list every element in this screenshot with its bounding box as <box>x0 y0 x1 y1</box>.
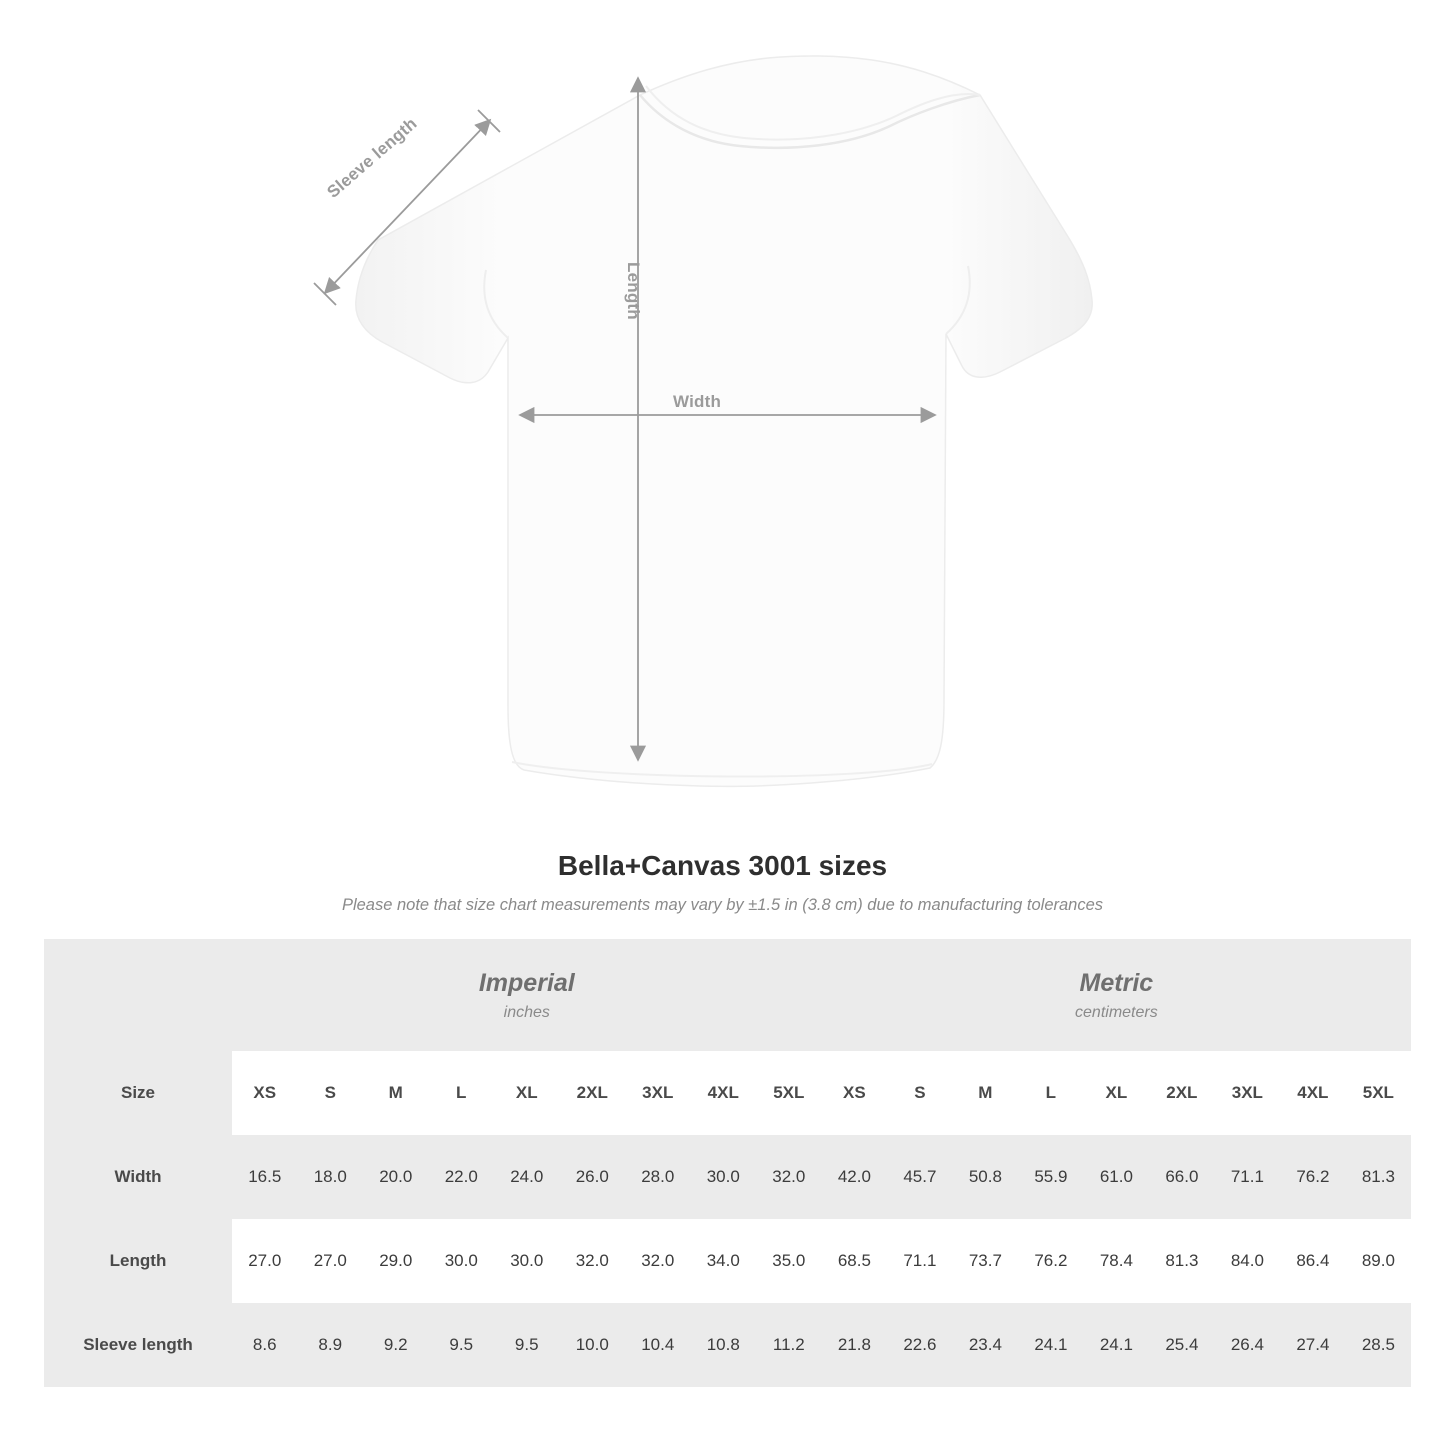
size-table-wrapper <box>44 939 1401 1387</box>
measurement-value: 32.0 <box>756 1135 822 1219</box>
table-row <box>44 1135 1411 1219</box>
measurement-value: 35.0 <box>756 1219 822 1303</box>
size-header-cell: L <box>1018 1051 1084 1135</box>
measurement-value: 45.7 <box>887 1135 953 1219</box>
measurement-value: 81.3 <box>1149 1219 1215 1303</box>
size-column-header: Size <box>44 1051 232 1135</box>
measurement-value: 10.4 <box>625 1303 691 1387</box>
measurement-value: 27.4 <box>1280 1303 1346 1387</box>
size-header-cell: M <box>363 1051 429 1135</box>
size-header-cell: M <box>953 1051 1019 1135</box>
measurement-value: 18.0 <box>298 1135 364 1219</box>
sleeve-length-label: Sleeve length <box>323 113 421 202</box>
heading-block <box>0 850 1445 915</box>
size-table-body <box>44 1135 1411 1387</box>
measurement-value: 24.1 <box>1018 1303 1084 1387</box>
measurement-value: 9.2 <box>363 1303 429 1387</box>
measurement-value: 9.5 <box>429 1303 495 1387</box>
measurement-value: 27.0 <box>298 1219 364 1303</box>
measurement-value: 26.0 <box>560 1135 626 1219</box>
size-header-cell: XS <box>232 1051 298 1135</box>
measurement-value: 8.9 <box>298 1303 364 1387</box>
size-header-cell: 5XL <box>756 1051 822 1135</box>
measurement-value: 26.4 <box>1215 1303 1281 1387</box>
size-header-cell: 2XL <box>1149 1051 1215 1135</box>
measurement-value: 11.2 <box>756 1303 822 1387</box>
measurement-value: 30.0 <box>494 1219 560 1303</box>
measurement-value: 81.3 <box>1346 1135 1412 1219</box>
measurement-value: 66.0 <box>1149 1135 1215 1219</box>
size-table <box>44 939 1411 1387</box>
measurement-value: 24.1 <box>1084 1303 1150 1387</box>
measurement-value: 55.9 <box>1018 1135 1084 1219</box>
unit-name: centimeters <box>1075 1004 1158 1021</box>
page-title: Bella+Canvas 3001 sizes <box>557 850 888 881</box>
measurement-value: 86.4 <box>1280 1219 1346 1303</box>
measurement-label: Width <box>44 1135 232 1219</box>
measurement-value: 28.0 <box>625 1135 691 1219</box>
measurement-value: 71.1 <box>1215 1135 1281 1219</box>
size-header-cell: 3XL <box>625 1051 691 1135</box>
measurement-value: 34.0 <box>691 1219 757 1303</box>
size-header-cell: 5XL <box>1346 1051 1412 1135</box>
tshirt-shape <box>356 56 1092 786</box>
measurement-value: 16.5 <box>232 1135 298 1219</box>
measurement-value: 30.0 <box>429 1219 495 1303</box>
size-header-cell: S <box>298 1051 364 1135</box>
width-label: Width <box>673 392 722 411</box>
measurement-value: 25.4 <box>1149 1303 1215 1387</box>
size-header-cell: 4XL <box>691 1051 757 1135</box>
measurement-value: 29.0 <box>363 1219 429 1303</box>
measurement-value: 76.2 <box>1018 1219 1084 1303</box>
unit-system-name: Imperial <box>478 969 575 997</box>
size-header-cell: 4XL <box>1280 1051 1346 1135</box>
measurement-value: 78.4 <box>1084 1219 1150 1303</box>
unit-group-imperial <box>232 939 822 1051</box>
measurement-value: 71.1 <box>887 1219 953 1303</box>
measurement-value: 73.7 <box>953 1219 1019 1303</box>
size-header-cell: XL <box>494 1051 560 1135</box>
size-header-cell: XL <box>1084 1051 1150 1135</box>
measurement-value: 27.0 <box>232 1219 298 1303</box>
table-row <box>44 1219 1411 1303</box>
measurement-value: 89.0 <box>1346 1219 1412 1303</box>
table-row <box>44 1303 1411 1387</box>
measurement-value: 23.4 <box>953 1303 1019 1387</box>
measurement-value: 9.5 <box>494 1303 560 1387</box>
measurement-label: Length <box>44 1219 232 1303</box>
measurement-value: 32.0 <box>625 1219 691 1303</box>
unit-group-metric <box>822 939 1412 1051</box>
measurement-value: 8.6 <box>232 1303 298 1387</box>
measurement-value: 32.0 <box>560 1219 626 1303</box>
measurement-value: 68.5 <box>822 1219 888 1303</box>
measurement-value: 20.0 <box>363 1135 429 1219</box>
length-label: Length <box>624 262 643 320</box>
measurement-value: 28.5 <box>1346 1303 1412 1387</box>
tolerance-note: Please note that size chart measurements may vary by ±1.5 in (3.8 cm) due to manufacturing tolerances <box>341 896 1104 914</box>
measurement-value: 10.8 <box>691 1303 757 1387</box>
measurement-value: 84.0 <box>1215 1219 1281 1303</box>
unit-name: inches <box>503 1004 550 1021</box>
column-header-row <box>44 1051 1411 1135</box>
measurement-value: 30.0 <box>691 1135 757 1219</box>
measurement-value: 42.0 <box>822 1135 888 1219</box>
measurement-value: 10.0 <box>560 1303 626 1387</box>
unit-system-header-row <box>44 939 1411 1051</box>
size-header-cell: 2XL <box>560 1051 626 1135</box>
measurement-value: 21.8 <box>822 1303 888 1387</box>
unit-system-name: Metric <box>1079 969 1154 997</box>
unit-header-spacer <box>44 939 232 1051</box>
measurement-value: 76.2 <box>1280 1135 1346 1219</box>
size-header-cell: L <box>429 1051 495 1135</box>
measurement-label: Sleeve length <box>44 1303 232 1387</box>
measurement-value: 22.6 <box>887 1303 953 1387</box>
measurement-value: 22.0 <box>429 1135 495 1219</box>
measurement-value: 24.0 <box>494 1135 560 1219</box>
size-header-cell: S <box>887 1051 953 1135</box>
measurement-value: 50.8 <box>953 1135 1019 1219</box>
size-header-cell: XS <box>822 1051 888 1135</box>
size-header-cell: 3XL <box>1215 1051 1281 1135</box>
measurement-value: 61.0 <box>1084 1135 1150 1219</box>
